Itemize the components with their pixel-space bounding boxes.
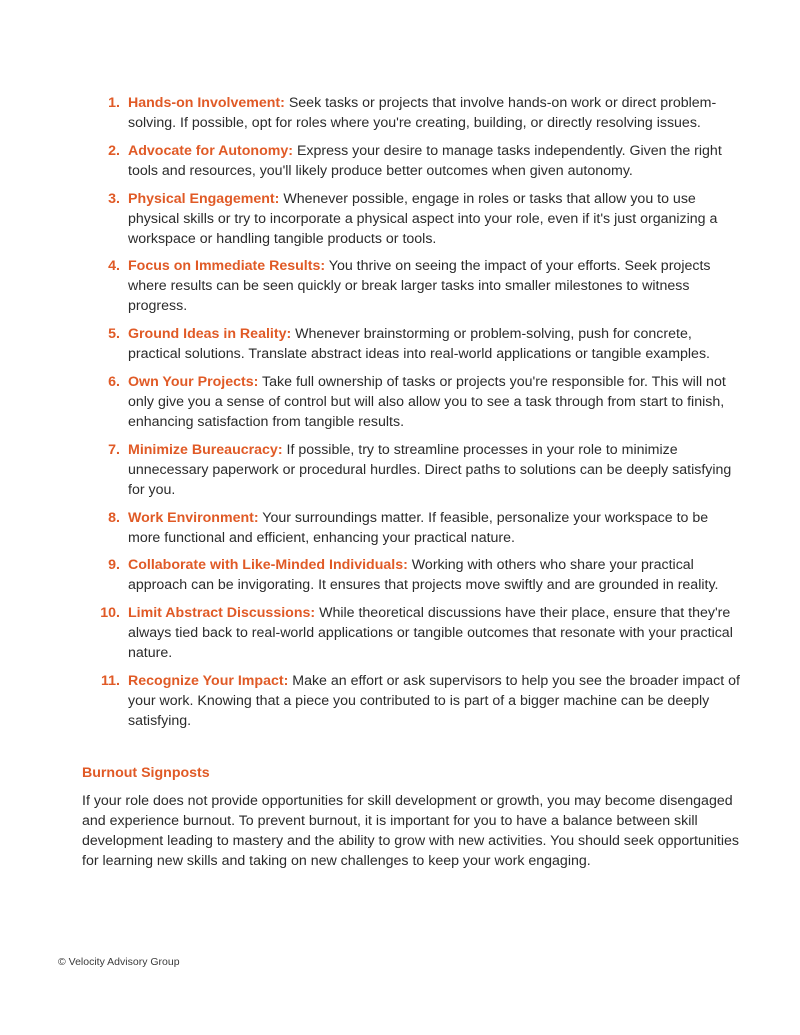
list-item-number: 10. — [100, 605, 120, 622]
list-item-number: 3. — [108, 190, 120, 207]
list-item — [82, 93, 742, 133]
list-item — [82, 324, 742, 364]
list-item-number: 7. — [108, 441, 120, 458]
list-item — [82, 555, 742, 595]
list-item — [82, 372, 742, 432]
tips-list — [82, 93, 742, 739]
list-item-text: Seek tasks or projects that involve hands-on work or direct problem-solving. If possible, opt for roles where you're creating, building, or directly resolving issues. — [128, 95, 717, 131]
list-item-title: Limit Abstract Discussions: — [128, 605, 316, 622]
list-item-title: Ground Ideas in Reality: — [128, 326, 292, 343]
list-item — [82, 508, 742, 548]
list-item-title: Physical Engagement: — [128, 190, 280, 207]
list-item — [82, 141, 742, 181]
list-item-title: Recognize Your Impact: — [128, 672, 289, 689]
list-item-number: 8. — [108, 509, 120, 526]
list-item-text: Take full ownership of tasks or projects you're responsible for. This will not only give you a sense of control but will also allow you to see a task through from start to finish, enhancing satisfaction from tangible results. — [128, 373, 726, 430]
list-item-number: 9. — [108, 557, 120, 574]
list-item-number: 6. — [108, 373, 120, 390]
list-item-number: 1. — [108, 95, 120, 111]
list-item-text: Your surroundings matter. If feasible, personalize your workspace to be more functional and efficient, enhancing your practical nature. — [128, 509, 709, 546]
list-item-title: Hands-on Involvement: — [128, 95, 285, 111]
list-item-text: Working with others who share your practical approach can be invigorating. It ensures that projects move swiftly and are grounded in reality. — [128, 557, 719, 594]
list-item-number: 5. — [108, 326, 120, 343]
list-item-text: Make an effort or ask supervisors to help you see the broader impact of your work. Knowing that a piece you contributed to is part of a bigger machine can be deeply satisfying. — [128, 672, 740, 729]
list-item — [82, 440, 742, 500]
list-item-text: Whenever possible, engage in roles or tasks that allow you to use physical skills or try to incorporate a physical aspect into your role, even if it's just organizing a workspace or handling tangible products or tools. — [128, 190, 718, 247]
list-item — [82, 256, 742, 316]
section-heading: Burnout Signposts — [82, 765, 210, 781]
list-item-title: Advocate for Autonomy: — [128, 142, 293, 159]
list-item — [82, 189, 742, 249]
list-item-text: Express your desire to manage tasks independently. Given the right tools and resources, you'll likely produce better outcomes when given autonomy. — [128, 142, 722, 179]
list-item-text: If possible, try to streamline processes in your role to minimize unnecessary paperwork or procedural hurdles. Direct paths to solutions can be deeply satisfying for you. — [128, 441, 732, 498]
footer-copyright: © Velocity Advisory Group — [58, 956, 180, 968]
list-item-number: 2. — [108, 142, 120, 159]
list-item-title: Own Your Projects: — [128, 373, 259, 390]
list-item-title: Collaborate with Like-Minded Individuals: — [128, 557, 408, 574]
list-item — [82, 671, 742, 731]
list-item-text: You thrive on seeing the impact of your efforts. Seek projects where results can be seen quickly or break larger tasks into smaller milestones to witness progress. — [128, 258, 711, 315]
list-item — [82, 603, 742, 663]
list-item-title: Minimize Bureaucracy: — [128, 441, 283, 458]
section-paragraph: If your role does not provide opportunities for skill development or growth, you may become disengaged and experience burnout. To prevent burnout, it is important for you to have a balance between skill development leading to mastery and the ability to grow with new activities. You should seek opportunities for learning new skills and taking on new challenges to keep your work engaging. — [82, 793, 739, 869]
list-item-title: Focus on Immediate Results: — [128, 258, 326, 275]
list-item-number: 11. — [101, 672, 120, 689]
list-item-text: Whenever brainstorming or problem-solving, push for concrete, practical solutions. Translate abstract ideas into real-world applications or tangible examples. — [128, 326, 710, 363]
list-item-title: Work Environment: — [128, 509, 259, 526]
list-item-number: 4. — [108, 258, 120, 275]
list-item-text: While theoretical discussions have their place, ensure that they're always tied back to real-world applications or tangible outcomes that resonate with your practical nature. — [128, 605, 733, 662]
